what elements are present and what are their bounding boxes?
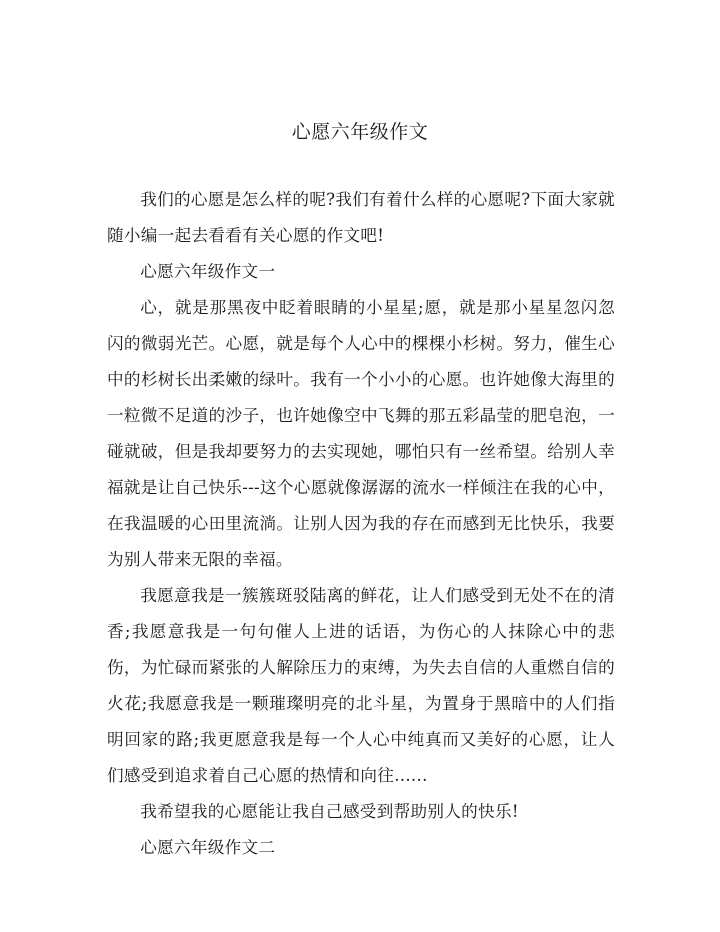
section-heading-essay-two: 心愿六年级作文二 — [140, 838, 276, 857]
body-paragraph: 心，就是那黑夜中眨着眼睛的小星星;愿，就是那小星星忽闪忽闪的微弱光芒。心愿，就是每个人心中的棵棵小杉树。努力，催生心中的杉树长出柔嫩的绿叶。我有一个小小的心愿。也许她像大海里的一粒微不足道的沙子，也许她像空中飞舞的那五彩晶莹的肥皂泡，一碰就破，但是我却要努力的去实现她，哪怕只有一丝希望。给别人幸福就是让自己快乐---这个心愿就像潺潺的流水一样倾注在我的心中，在我温暖的心田里流淌。让别人因为我的存在而感到无比快乐，我要为别人带来无限的幸福。 — [107, 298, 615, 569]
body-paragraph: 我希望我的心愿能让我自己感受到帮助别人的快乐! — [140, 802, 519, 821]
body-paragraph: 我愿意我是一簇簇斑驳陆离的鲜花，让人们感受到无处不在的清香;我愿意我是一句句催人上进的话语，为伤心的人抹除心中的悲伤，为忙碌而紧张的人解除压力的束缚，为失去自信的人重燃自信的火花;我愿意我是一颗璀璨明亮的北斗星，为置身于黑暗中的人们指明回家的路;我更愿意我是每一个人心中纯真而又美好的心愿，让人们感受到追求着自己心愿的热情和向往...... — [107, 586, 615, 785]
document-body — [107, 182, 615, 866]
intro-paragraph: 我们的心愿是怎么样的呢?我们有着什么样的心愿呢?下面大家就随小编一起去看看有关心愿的作文吧! — [107, 190, 615, 245]
document-title: 心愿六年级作文 — [291, 121, 429, 143]
section-heading-essay-one: 心愿六年级作文一 — [140, 262, 276, 281]
